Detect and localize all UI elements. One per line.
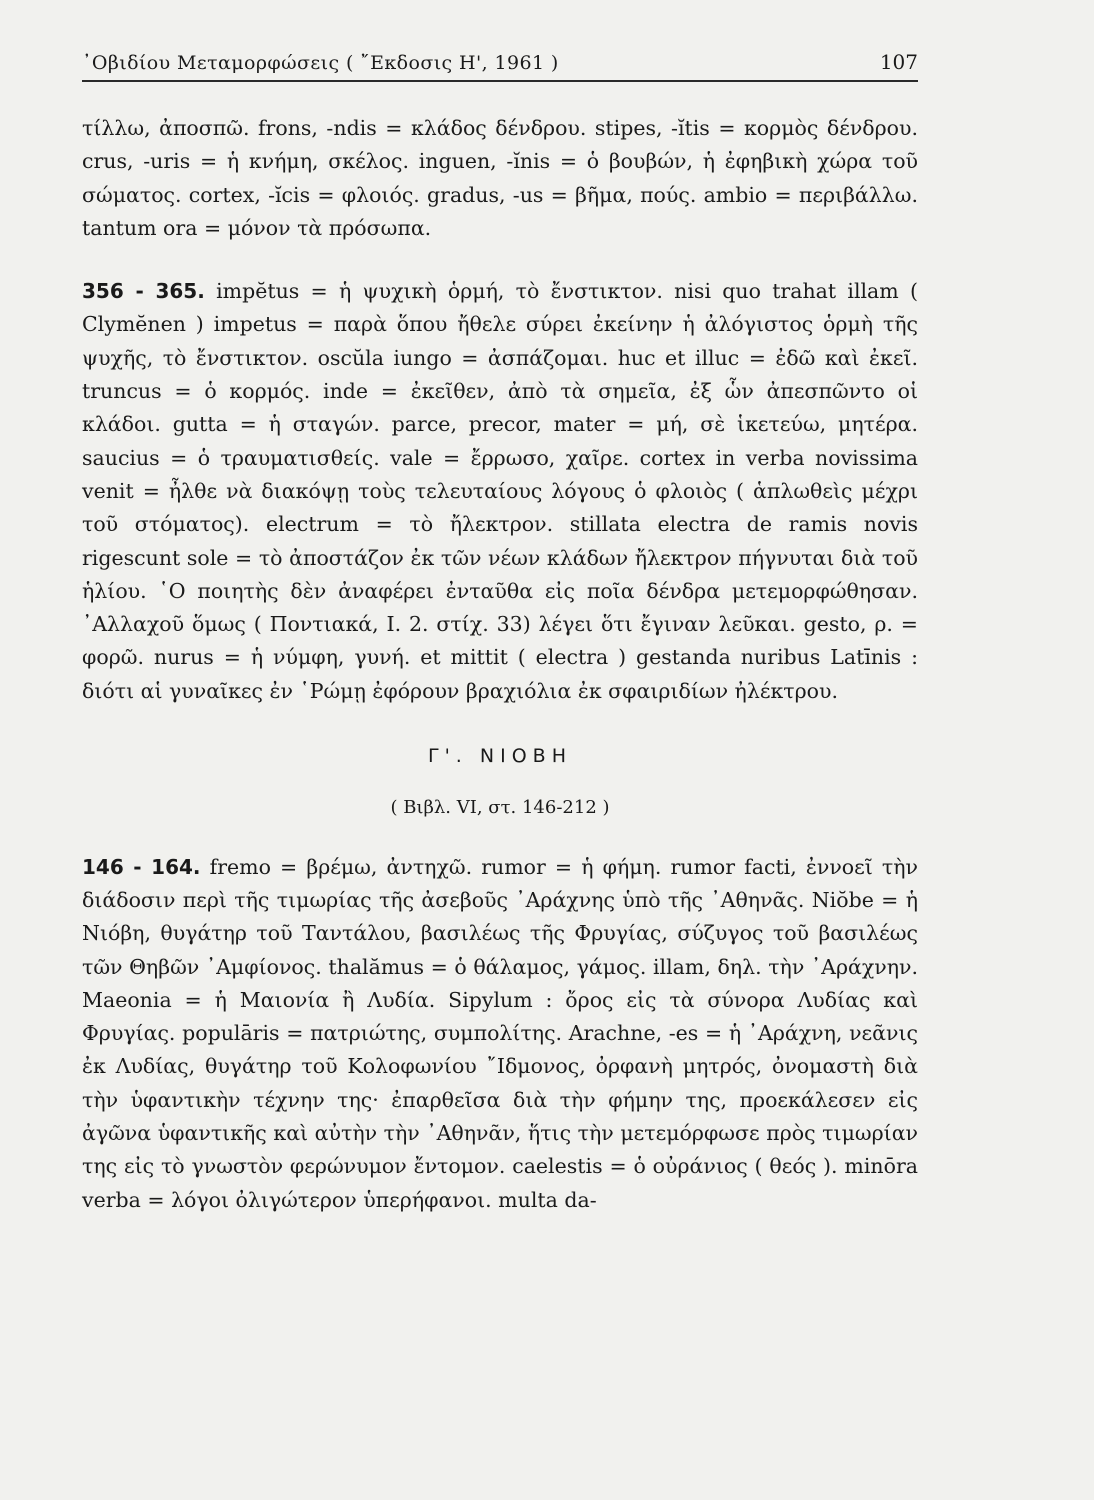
header-title: ᾿Οβιδίου Μεταμορφώσεις ( ῎Εκδοσις Η', 1961 ) bbox=[82, 52, 559, 74]
section-lemma: 356 - 365. bbox=[82, 279, 205, 304]
page-body bbox=[82, 112, 918, 1217]
chapter-heading: Γ'. ΝΙΟΒΗ bbox=[428, 745, 572, 768]
running-header bbox=[82, 50, 918, 82]
commentary-section-146-164 bbox=[82, 851, 918, 1217]
section-lemma: 146 - 164. bbox=[82, 854, 201, 879]
paragraph-continuation: τίλλω, ἀποσπῶ. frons, -ndis = κλάδος δένδρου. stipes, -ĭtis = κορμὸς δένδρου. crus, -uris = ἡ κνήμη, σκέλος. inguen, -ĭnis = ὁ βουβών, ἡ ἐφηβικὴ χώρα τοῦ σώματος. cortex, -ĭcis = φλοιός. gradus, -us = βῆμα, πούς. ambio = περιβάλλω. tantum ora = μόνον τὰ πρόσωπα. bbox=[82, 116, 918, 240]
commentary-section-356-365 bbox=[82, 275, 918, 708]
page-number: 107 bbox=[879, 50, 918, 74]
chapter-reference: ( Βιβλ. VI, στ. 146-212 ) bbox=[390, 797, 610, 819]
section-text: fremo = βρέμω, ἀντηχῶ. rumor = ἡ φήμη. rumor facti, ἐννοεῖ τὴν διάδοσιν περὶ τῆς τιμωρίας τῆς ἀσεβοῦς ᾿Αράχνης ὑπὸ τῆς ᾿Αθηνᾶς. Niŏbe = ἡ Νιόβη, θυγάτηρ τοῦ Ταντάλου, βασιλέως τῆς Φρυγίας, σύζυγος τοῦ βασιλέως τῶν Θηβῶν ᾿Αμφίονος. thalămus = ὁ θάλαμος, γάμος. illam, δηλ. τὴν ᾿Αράχνην. Maeonia = ἡ Μαιονία ἢ Λυδία. Sipylum : ὄρος εἰς τὰ σύνορα Λυδίας καὶ Φρυγίας. populāris = πατριώτης, συμπολίτης. Arachne, -es = ἡ ᾿Αράχνη, νεᾶνις ἐκ Λυδίας, θυγάτηρ τοῦ Κολοφωνίου ῎Ιδμονος, ὀρφανὴ μητρός, ὀνομαστὴ διὰ τὴν ὑφαντικὴν τέχνην της· ἐπαρθεῖσα διὰ τὴν φήμην της, προεκάλεσεν εἰς ἀγῶνα ὑφαντικῆς καὶ αὐτὴν τὴν ᾿Αθηνᾶν, ἥτις τὴν μετεμόρφωσε πρὸς τιμωρίαν της εἰς τὸ γνωστὸν φερώνυμον ἔντομον. caelestis = ὁ οὐράνιος ( θεός ). minōra verba = λόγοι ὀλιγώτερον ὑπερήφανοι. multa da- bbox=[82, 854, 918, 1212]
section-text: impĕtus = ἡ ψυχικὴ ὁρμή, τὸ ἔνστικτον. nisi quo trahat illam ( Clymĕnen ) impetus = παρὰ ὅπου ἤθελε σύρει ἐκείνην ἡ ἀλόγιστος ὁρμὴ τῆς ψυχῆς, τὸ ἔνστικτον. oscŭla iungo = ἀσπάζομαι. huc et illuc = ἐδῶ καὶ ἐκεῖ. truncus = ὁ κορμός. inde = ἐκεῖθεν, ἀπὸ τὰ σημεῖα, ἐξ ὧν ἀπεσπῶντο οἱ κλάδοι. gutta = ἡ σταγών. parce, precor, mater = μή, σὲ ἱκετεύω, μητέρα. saucius = ὁ τραυματισθείς. vale = ἔρρωσο, χαῖρε. cortex in verba novissima venit = ἦλθε νὰ διακόψῃ τοὺς τελευταίους λόγους ὁ φλοιὸς ( ἁπλωθεὶς μέχρι τοῦ στόματος). electrum = τὸ ἤλεκτρον. stillata electra de ramis novis rigescunt sole = τὸ ἀποστάζον ἐκ τῶν νέων κλάδων ἤλεκτρον πήγνυται διὰ τοῦ ἡλίου. ῾Ο ποιητὴς δὲν ἀναφέρει ἐνταῦθα εἰς ποῖα δένδρα μετεμορφώθησαν. ᾿Αλλαχοῦ ὅμως ( Ποντιακά, I. 2. στίχ. 33) λέγει ὅτι ἔγιναν λεῦκαι. gesto, ρ. = φορῶ. nurus = ἡ νύμφη, γυνή. et mittit ( electra ) gestanda nuribus Latīnis : διότι αἱ γυναῖκες ἐν ῾Ρώμῃ ἐφόρουν βραχιόλια ἐκ σφαιριδίων ἠλέκτρου. bbox=[82, 279, 918, 703]
